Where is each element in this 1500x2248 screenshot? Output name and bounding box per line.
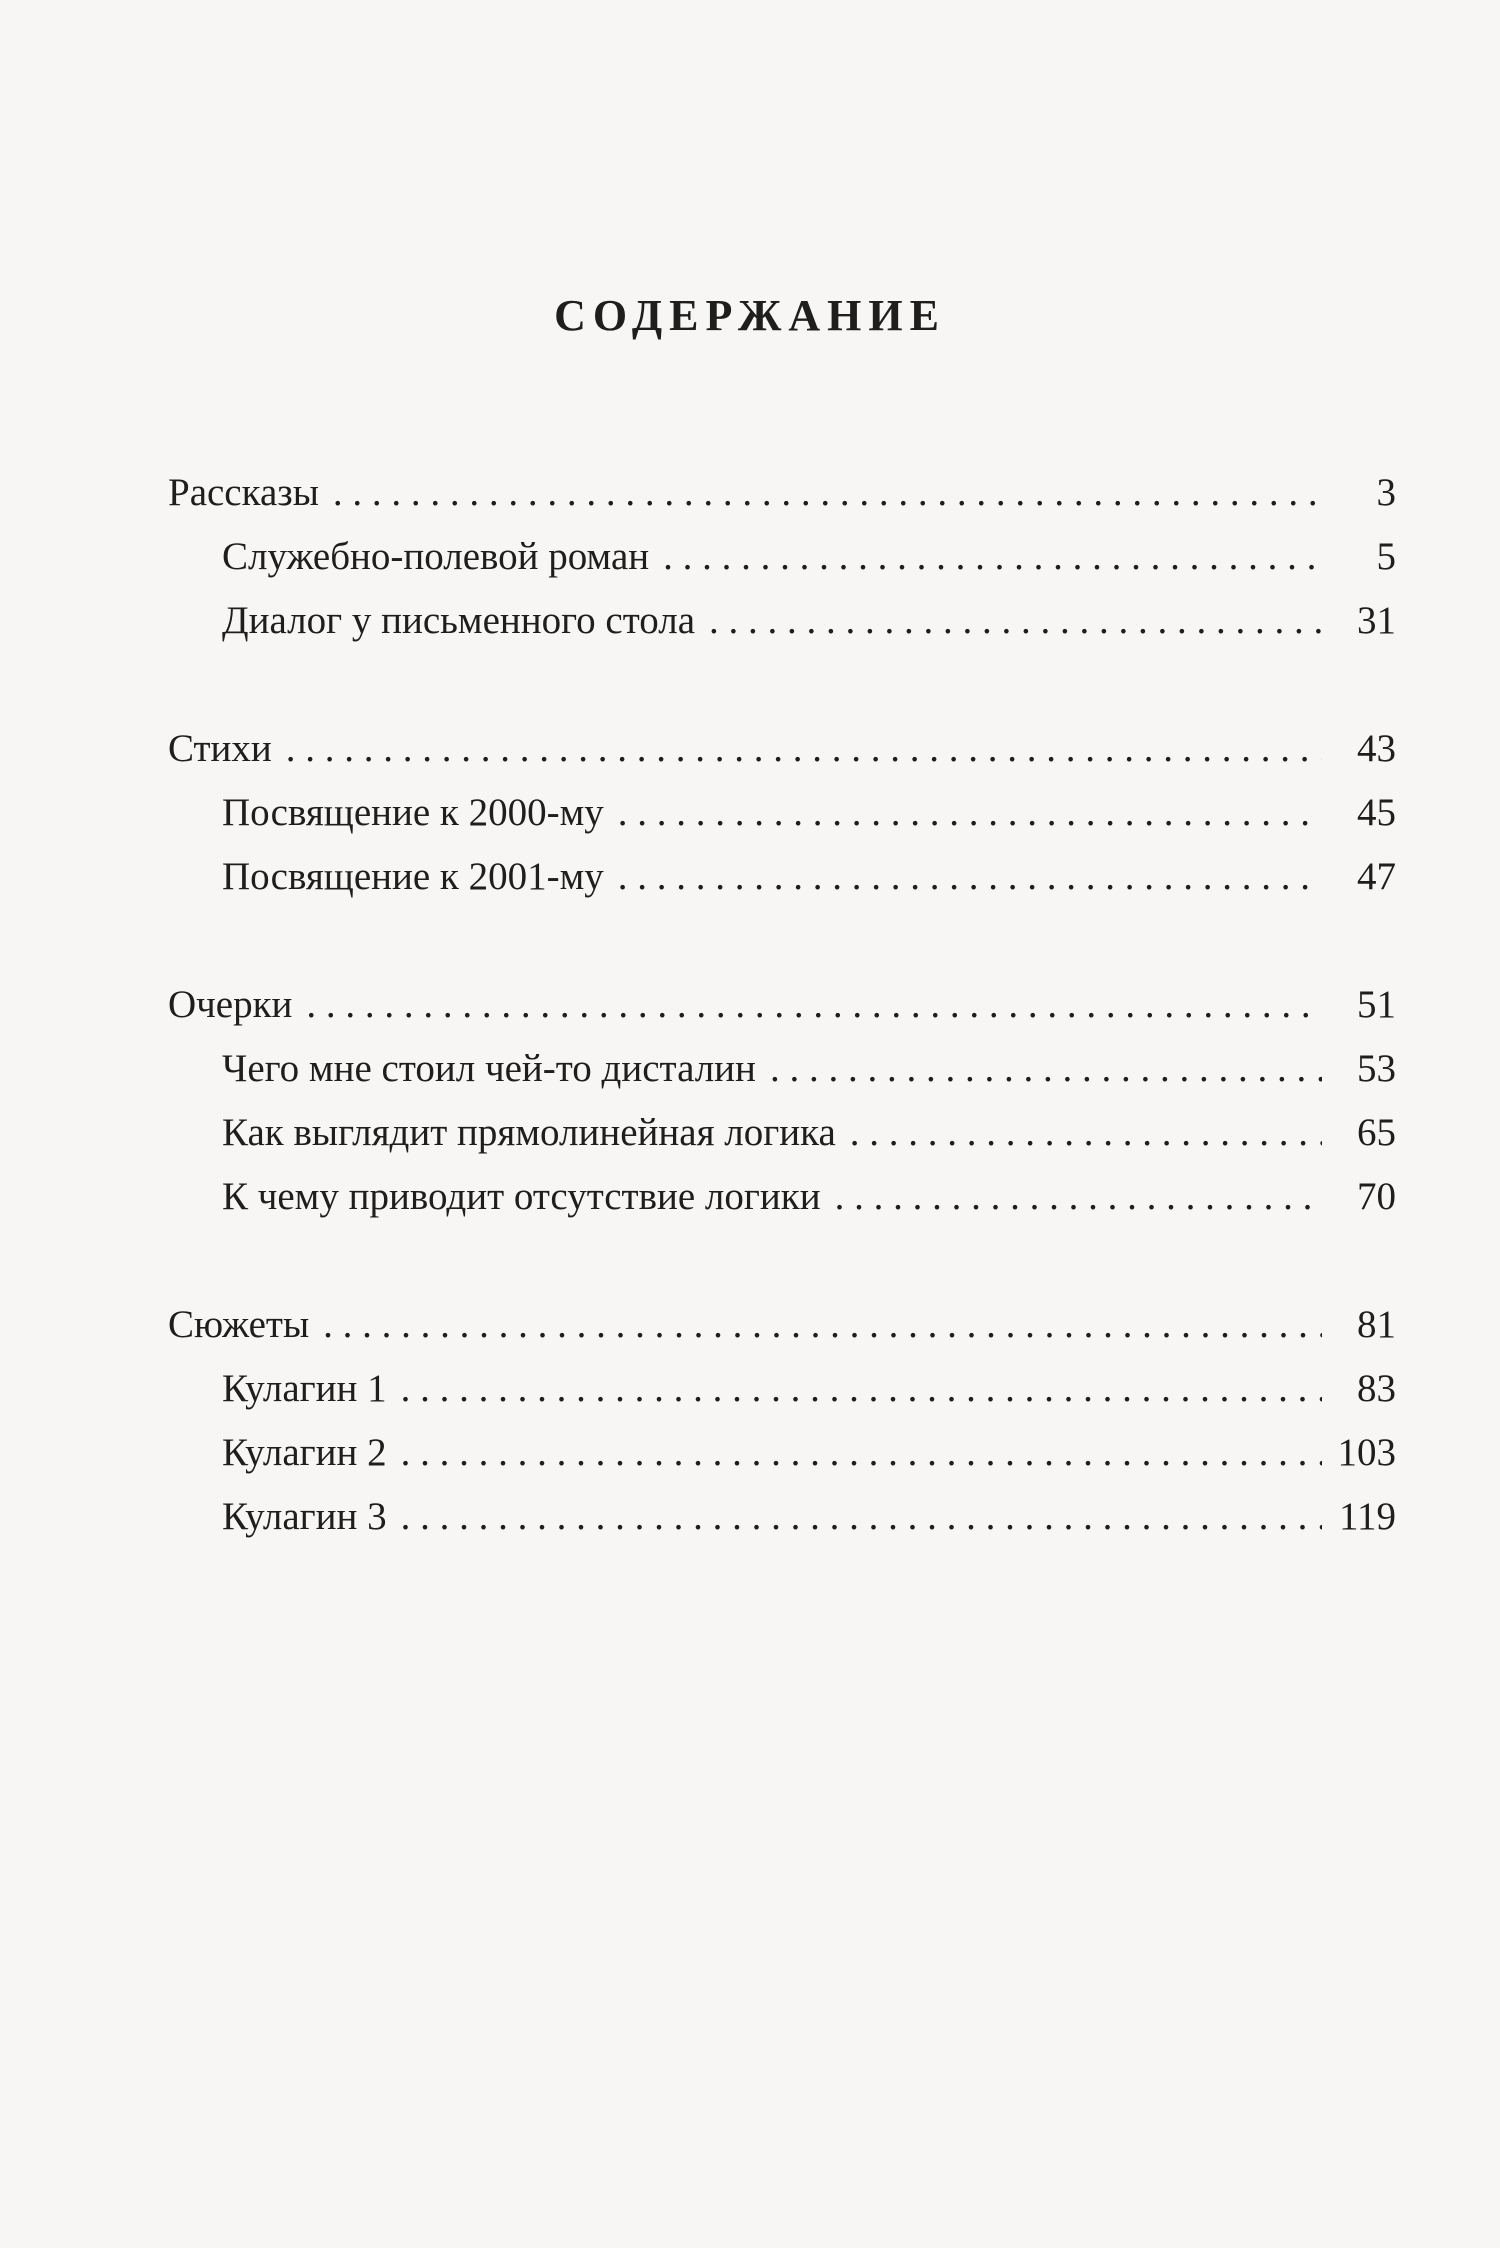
toc-page-number: 5 <box>1376 535 1396 578</box>
toc-entry-label: Посвящение к 2000-му <box>222 791 604 834</box>
toc-section-heading[interactable] <box>168 1302 1396 1366</box>
dot-leader <box>306 982 1322 1027</box>
dot-leader <box>618 790 1322 835</box>
dot-leader <box>286 726 1322 771</box>
toc-entry-label: Сюжеты <box>168 1303 310 1346</box>
toc-entry-label: Посвящение к 2001-му <box>222 855 604 898</box>
dot-leader <box>401 1366 1322 1411</box>
toc-entry[interactable] <box>168 534 1396 598</box>
toc-entry-label: Как выглядит прямолинейная логика <box>222 1111 836 1154</box>
toc-page-number: 47 <box>1357 855 1396 898</box>
toc-section <box>168 982 1396 1238</box>
toc-page-number: 81 <box>1357 1303 1396 1346</box>
toc-entry[interactable] <box>168 1494 1396 1558</box>
dot-leader <box>323 1302 1322 1347</box>
toc-section-heading[interactable] <box>168 982 1396 1046</box>
toc-section <box>168 470 1396 662</box>
toc-page-number: 53 <box>1357 1047 1396 1090</box>
toc-section <box>168 1302 1396 1558</box>
toc-entry[interactable] <box>168 1430 1396 1494</box>
toc-entry-label: Стихи <box>168 727 272 770</box>
page-title: СОДЕРЖАНИЕ <box>554 291 946 340</box>
toc-page-number: 103 <box>1337 1431 1396 1474</box>
toc-entry[interactable] <box>168 1366 1396 1430</box>
dot-leader <box>618 854 1322 899</box>
dot-leader <box>401 1494 1322 1539</box>
table-of-contents <box>168 470 1396 1622</box>
toc-page-number: 83 <box>1357 1367 1396 1410</box>
toc-page-number: 51 <box>1357 983 1396 1026</box>
toc-page-number: 70 <box>1357 1175 1396 1218</box>
toc-entry[interactable] <box>168 854 1396 918</box>
toc-entry-label: Очерки <box>168 983 293 1026</box>
dot-leader <box>709 598 1322 643</box>
toc-entry-label: Кулагин 3 <box>222 1495 387 1538</box>
toc-entry[interactable] <box>168 1110 1396 1174</box>
dot-leader <box>333 470 1322 515</box>
dot-leader <box>663 534 1322 579</box>
toc-entry-label: Кулагин 1 <box>222 1367 387 1410</box>
toc-page-number: 43 <box>1357 727 1396 770</box>
dot-leader <box>401 1430 1322 1475</box>
toc-entry[interactable] <box>168 1174 1396 1238</box>
toc-entry[interactable] <box>168 1046 1396 1110</box>
toc-entry-label: К чему приводит отсутствие логики <box>222 1175 821 1218</box>
dot-leader <box>770 1046 1322 1091</box>
toc-entry-label: Кулагин 2 <box>222 1431 387 1474</box>
toc-section-heading[interactable] <box>168 726 1396 790</box>
toc-page-number: 119 <box>1338 1495 1396 1538</box>
toc-entry-label: Служебно-полевой роман <box>222 535 650 578</box>
dot-leader <box>850 1110 1322 1155</box>
dot-leader <box>835 1174 1322 1219</box>
toc-page-number: 65 <box>1357 1111 1396 1154</box>
toc-section <box>168 726 1396 918</box>
toc-entry-label: Чего мне стоил чей-то дисталин <box>222 1047 756 1090</box>
toc-entry-label: Диалог у письменного стола <box>222 599 696 642</box>
toc-section-heading[interactable] <box>168 470 1396 534</box>
toc-page-number: 31 <box>1357 599 1396 642</box>
toc-entry[interactable] <box>168 598 1396 662</box>
toc-page-number: 3 <box>1376 471 1396 514</box>
toc-entry[interactable] <box>168 790 1396 854</box>
toc-entry-label: Рассказы <box>168 471 319 514</box>
toc-page-number: 45 <box>1357 791 1396 834</box>
